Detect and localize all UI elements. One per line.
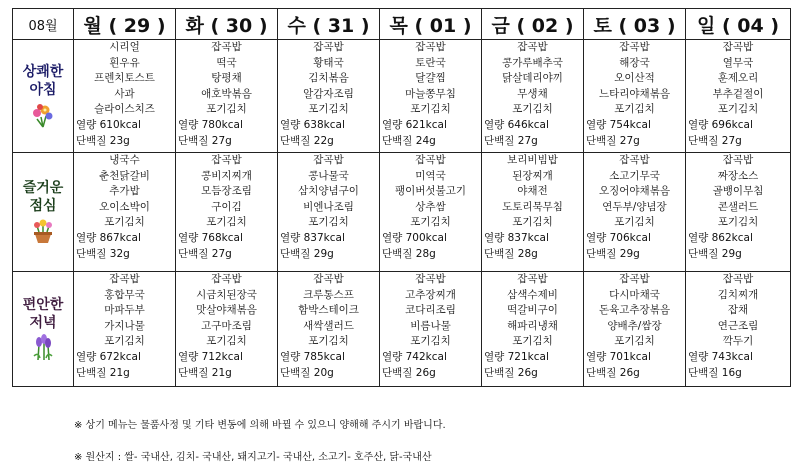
menu-cell xyxy=(482,153,584,272)
menu-item: 미역국 xyxy=(415,169,446,182)
calorie-value: 열량 862kcal xyxy=(688,231,753,244)
calorie-value: 열량 867kcal xyxy=(76,231,141,244)
menu-cell xyxy=(584,153,686,272)
menu-item: 비엔나조림 xyxy=(303,200,354,213)
menu-cell xyxy=(584,40,686,153)
menu-items xyxy=(278,272,379,350)
day-header-sat: 토 ( 03 ) xyxy=(584,9,686,40)
breakfast-label xyxy=(13,40,74,153)
menu-item: 짜장소스 xyxy=(717,169,759,182)
calorie-value: 열량 837kcal xyxy=(484,231,549,244)
weekly-menu-table xyxy=(12,8,791,387)
protein-value: 단백질 29g xyxy=(280,247,334,260)
menu-item: 오징어야채볶음 xyxy=(598,185,670,198)
day-header-fri: 금 ( 02 ) xyxy=(482,9,584,40)
menu-item: 잡곡밥 xyxy=(517,273,548,285)
menu-item: 잡곡밥 xyxy=(722,273,754,285)
menu-items xyxy=(176,153,277,231)
menu-items xyxy=(74,40,175,118)
menu-item: 냉국수 xyxy=(109,154,140,166)
menu-item: 닭살데리야끼 xyxy=(502,72,563,85)
menu-item: 보리비빔밥 xyxy=(507,154,558,166)
protein-value: 단백질 23g xyxy=(76,134,130,147)
meal-label-block xyxy=(13,63,73,129)
protein-value: 단백질 26g xyxy=(586,366,640,379)
menu-items xyxy=(584,40,685,118)
menu-items xyxy=(278,153,379,231)
day-header-thu: 목 ( 01 ) xyxy=(380,9,482,40)
menu-item: 흰우유 xyxy=(109,56,140,69)
menu-item: 모듬장조림 xyxy=(201,185,252,198)
protein-value: 단백질 24g xyxy=(382,134,436,147)
menu-item: 포기김치 xyxy=(614,103,655,116)
notes-section xyxy=(74,418,446,434)
menu-item: 콩나물국 xyxy=(308,169,349,182)
protein-value: 단백질 21g xyxy=(178,366,232,379)
protein-value: 단백질 27g xyxy=(484,134,538,147)
menu-item: 잡곡밥 xyxy=(313,273,344,285)
menu-items xyxy=(482,153,583,231)
menu-item: 포기김치 xyxy=(308,216,349,229)
menu-item: 포기김치 xyxy=(410,103,451,116)
menu-item: 황태국 xyxy=(313,56,344,69)
menu-item: 오이소박이 xyxy=(99,200,150,213)
menu-cell xyxy=(482,40,584,153)
calorie-value: 열량 701kcal xyxy=(586,350,651,363)
menu-item: 떡갈비구이 xyxy=(507,304,558,317)
protein-value: 단백질 26g xyxy=(382,366,436,379)
menu-item: 팽이버섯불고기 xyxy=(394,185,466,198)
menu-item: 골뱅이무침 xyxy=(712,185,764,198)
menu-item: 포기김치 xyxy=(614,335,655,348)
menu-items xyxy=(380,272,481,350)
menu-item: 오이산적 xyxy=(614,72,655,85)
menu-item: 고구마조림 xyxy=(201,319,252,332)
calorie-value: 열량 742kcal xyxy=(382,350,447,363)
menu-item: 시금치된장국 xyxy=(196,288,257,301)
calorie-value: 열량 706kcal xyxy=(586,231,651,244)
protein-value: 단백질 16g xyxy=(688,366,742,379)
menu-item: 떡국 xyxy=(216,56,237,69)
menu-item: 깍두기 xyxy=(722,335,754,348)
header-row xyxy=(13,9,791,40)
meal-title: 아침 xyxy=(29,82,57,98)
menu-item: 돈육고추장볶음 xyxy=(598,304,670,317)
menu-item: 알감자조림 xyxy=(303,87,354,100)
calorie-value: 열량 768kcal xyxy=(178,231,243,244)
menu-item: 잡채 xyxy=(727,304,749,317)
breakfast-row xyxy=(13,40,791,153)
menu-item: 토란국 xyxy=(415,56,446,69)
meal-title: 편안한 xyxy=(22,297,64,313)
meal-title: 점심 xyxy=(29,198,57,214)
menu-items xyxy=(176,272,277,350)
lavender-flower-icon xyxy=(28,332,58,362)
menu-item: 해파리냉채 xyxy=(507,319,558,332)
calorie-value: 열량 712kcal xyxy=(178,350,243,363)
menu-item: 포기김치 xyxy=(104,216,145,229)
menu-items xyxy=(584,153,685,231)
meal-label-block xyxy=(13,179,73,245)
calorie-value: 열량 700kcal xyxy=(382,231,447,244)
menu-item: 다시마채국 xyxy=(609,288,660,301)
menu-item: 포기김치 xyxy=(512,216,553,229)
calorie-value: 열량 785kcal xyxy=(280,350,345,363)
menu-item: 콩가루배추국 xyxy=(502,56,563,69)
dinner-row xyxy=(13,272,791,387)
menu-item: 포기김치 xyxy=(206,103,247,116)
menu-item: 무생채 xyxy=(517,87,548,100)
menu-item: 마파두부 xyxy=(104,304,145,317)
menu-cell xyxy=(380,272,482,387)
menu-cell xyxy=(278,40,380,153)
menu-items xyxy=(686,40,790,118)
menu-cell xyxy=(686,40,791,153)
meal-label-block xyxy=(13,296,73,362)
menu-item: 삼치양념구이 xyxy=(298,185,359,198)
protein-value: 단백질 27g xyxy=(586,134,640,147)
menu-item: 달걀찜 xyxy=(415,72,446,85)
menu-item: 삼색수제비 xyxy=(507,288,558,301)
calorie-value: 열량 743kcal xyxy=(688,350,753,363)
protein-value: 단백질 29g xyxy=(586,247,640,260)
menu-item: 코다리조림 xyxy=(405,304,456,317)
flower-pot-icon xyxy=(28,215,58,245)
menu-item: 잡곡밥 xyxy=(109,273,140,285)
day-header-mon: 월 ( 29 ) xyxy=(74,9,176,40)
menu-item: 야채전 xyxy=(517,185,548,198)
menu-items xyxy=(74,153,175,231)
menu-item: 느타리야채볶음 xyxy=(598,87,670,100)
menu-cell xyxy=(278,153,380,272)
menu-cell xyxy=(74,40,176,153)
menu-item: 비름나물 xyxy=(410,319,451,332)
menu-item: 김치찌개 xyxy=(717,288,759,301)
calorie-value: 열량 621kcal xyxy=(382,118,447,131)
menu-item: 잡곡밥 xyxy=(619,273,650,285)
menu-item: 김치볶음 xyxy=(308,72,349,85)
calorie-value: 열량 672kcal xyxy=(76,350,141,363)
calorie-value: 열량 696kcal xyxy=(688,118,753,131)
menu-item: 잡곡밥 xyxy=(517,41,548,53)
menu-items xyxy=(686,153,790,231)
menu-item: 연근조림 xyxy=(717,319,759,332)
month-label: 08월 xyxy=(13,9,74,40)
menu-items xyxy=(482,272,583,350)
menu-cell xyxy=(584,272,686,387)
menu-item: 크루통스프 xyxy=(303,288,354,301)
menu-item: 잡곡밥 xyxy=(313,41,344,53)
menu-item: 잡곡밥 xyxy=(415,154,446,166)
calorie-value: 열량 610kcal xyxy=(76,118,141,131)
menu-item: 마늘쫑무침 xyxy=(405,87,456,100)
menu-cell xyxy=(176,40,278,153)
menu-item: 포기김치 xyxy=(512,103,553,116)
menu-item: 잡곡밥 xyxy=(619,41,650,53)
protein-value: 단백질 29g xyxy=(688,247,742,260)
menu-cell xyxy=(176,272,278,387)
menu-item: 잡곡밥 xyxy=(722,41,754,53)
menu-item: 포기김치 xyxy=(308,335,349,348)
menu-item: 포기김치 xyxy=(614,216,655,229)
protein-value: 단백질 27g xyxy=(178,247,232,260)
menu-item: 잡곡밥 xyxy=(415,41,446,53)
menu-item: 훈제오리 xyxy=(717,72,759,85)
menu-items xyxy=(278,40,379,118)
menu-item: 탕평채 xyxy=(211,72,242,85)
menu-item: 콩비지찌개 xyxy=(201,169,252,182)
menu-item: 홍합무국 xyxy=(104,288,145,301)
menu-item: 프렌치토스트 xyxy=(94,72,155,85)
menu-items xyxy=(686,272,790,350)
menu-item: 가지나물 xyxy=(104,319,145,332)
menu-items xyxy=(482,40,583,118)
menu-item: 잡곡밥 xyxy=(722,154,754,166)
menu-item: 애호박볶음 xyxy=(201,87,252,100)
protein-value: 단백질 28g xyxy=(484,247,538,260)
flower-bouquet-icon xyxy=(28,99,58,129)
menu-item: 맛살야채볶음 xyxy=(196,304,257,317)
menu-item: 된장찌개 xyxy=(512,169,553,182)
menu-item: 사과 xyxy=(114,87,135,100)
menu-item: 포기김치 xyxy=(104,335,145,348)
menu-items xyxy=(380,153,481,231)
menu-item: 포기김치 xyxy=(410,216,451,229)
menu-item: 잡곡밥 xyxy=(619,154,650,166)
menu-item: 소고기무국 xyxy=(609,169,660,182)
menu-item: 함박스테이크 xyxy=(298,304,359,317)
calorie-value: 열량 721kcal xyxy=(484,350,549,363)
menu-item: 포기김치 xyxy=(206,216,247,229)
menu-items xyxy=(176,40,277,118)
menu-item: 슬라이스치즈 xyxy=(94,103,155,116)
protein-value: 단백질 22g xyxy=(280,134,334,147)
calorie-value: 열량 638kcal xyxy=(280,118,345,131)
menu-item: 추가밥 xyxy=(109,185,140,198)
menu-cell xyxy=(74,272,176,387)
protein-value: 단백질 27g xyxy=(688,134,742,147)
protein-value: 단백질 28g xyxy=(382,247,436,260)
menu-item: 포기김치 xyxy=(717,216,759,229)
menu-items xyxy=(380,40,481,118)
lunch-row xyxy=(13,153,791,272)
menu-item: 해장국 xyxy=(619,56,650,69)
menu-items xyxy=(584,272,685,350)
day-header-wed: 수 ( 31 ) xyxy=(278,9,380,40)
menu-item: 포기김치 xyxy=(512,335,553,348)
lunch-label xyxy=(13,153,74,272)
menu-item: 도토리묵무침 xyxy=(502,200,563,213)
menu-item: 잡곡밥 xyxy=(211,41,242,53)
protein-value: 단백질 32g xyxy=(76,247,130,260)
menu-item: 포기김치 xyxy=(717,103,759,116)
menu-item: 잡곡밥 xyxy=(415,273,446,285)
calorie-value: 열량 837kcal xyxy=(280,231,345,244)
calorie-value: 열량 754kcal xyxy=(586,118,651,131)
menu-item: 포기김치 xyxy=(206,335,247,348)
menu-item: 포기김치 xyxy=(410,335,451,348)
protein-value: 단백질 20g xyxy=(280,366,334,379)
calorie-value: 열량 780kcal xyxy=(178,118,243,131)
menu-item: 잡곡밥 xyxy=(313,154,344,166)
menu-item: 춘천닭갈비 xyxy=(99,169,150,182)
menu-cell xyxy=(686,153,791,272)
menu-item: 잡곡밥 xyxy=(211,273,242,285)
dinner-label xyxy=(13,272,74,387)
menu-item: 잡곡밥 xyxy=(211,154,242,166)
meal-title: 상쾌한 xyxy=(22,64,64,80)
menu-change-note: ※ 상기 메뉴는 물품사정 및 기타 변동에 의해 바뀔 수 있으니 양해해 주시기 바랍니다. xyxy=(74,420,446,431)
protein-value: 단백질 27g xyxy=(178,134,232,147)
day-header-sun: 일 ( 04 ) xyxy=(686,9,791,40)
meal-title: 즐거운 xyxy=(22,180,64,196)
day-header-tue: 화 ( 30 ) xyxy=(176,9,278,40)
menu-cell xyxy=(176,153,278,272)
menu-item: 열무국 xyxy=(722,56,754,69)
protein-value: 단백질 26g xyxy=(484,366,538,379)
menu-item: 양배추/쌈장 xyxy=(607,319,662,332)
menu-item: 포기김치 xyxy=(308,103,349,116)
menu-cell xyxy=(686,272,791,387)
menu-sheet xyxy=(12,8,790,387)
menu-item: 상추쌈 xyxy=(415,200,446,213)
menu-item: 연두부/양념장 xyxy=(602,200,667,213)
menu-cell xyxy=(482,272,584,387)
menu-cell xyxy=(380,40,482,153)
menu-cell xyxy=(74,153,176,272)
menu-items xyxy=(74,272,175,350)
menu-item: 콘샐러드 xyxy=(717,200,759,213)
menu-item: 고추장찌개 xyxy=(405,288,456,301)
menu-cell xyxy=(380,153,482,272)
origin-note: ※ 원산지 : 쌀- 국내산, 김치- 국내산, 돼지고기- 국내산, 소고기- 호주산, 닭-국내산 xyxy=(74,452,432,463)
meal-title: 저녁 xyxy=(29,315,57,331)
menu-item: 새싹샐러드 xyxy=(303,319,354,332)
menu-item: 구이김 xyxy=(211,200,242,213)
calorie-value: 열량 646kcal xyxy=(484,118,549,131)
menu-cell xyxy=(278,272,380,387)
protein-value: 단백질 21g xyxy=(76,366,130,379)
menu-item: 부추겉절이 xyxy=(712,87,764,100)
menu-item: 시리얼 xyxy=(109,41,140,53)
